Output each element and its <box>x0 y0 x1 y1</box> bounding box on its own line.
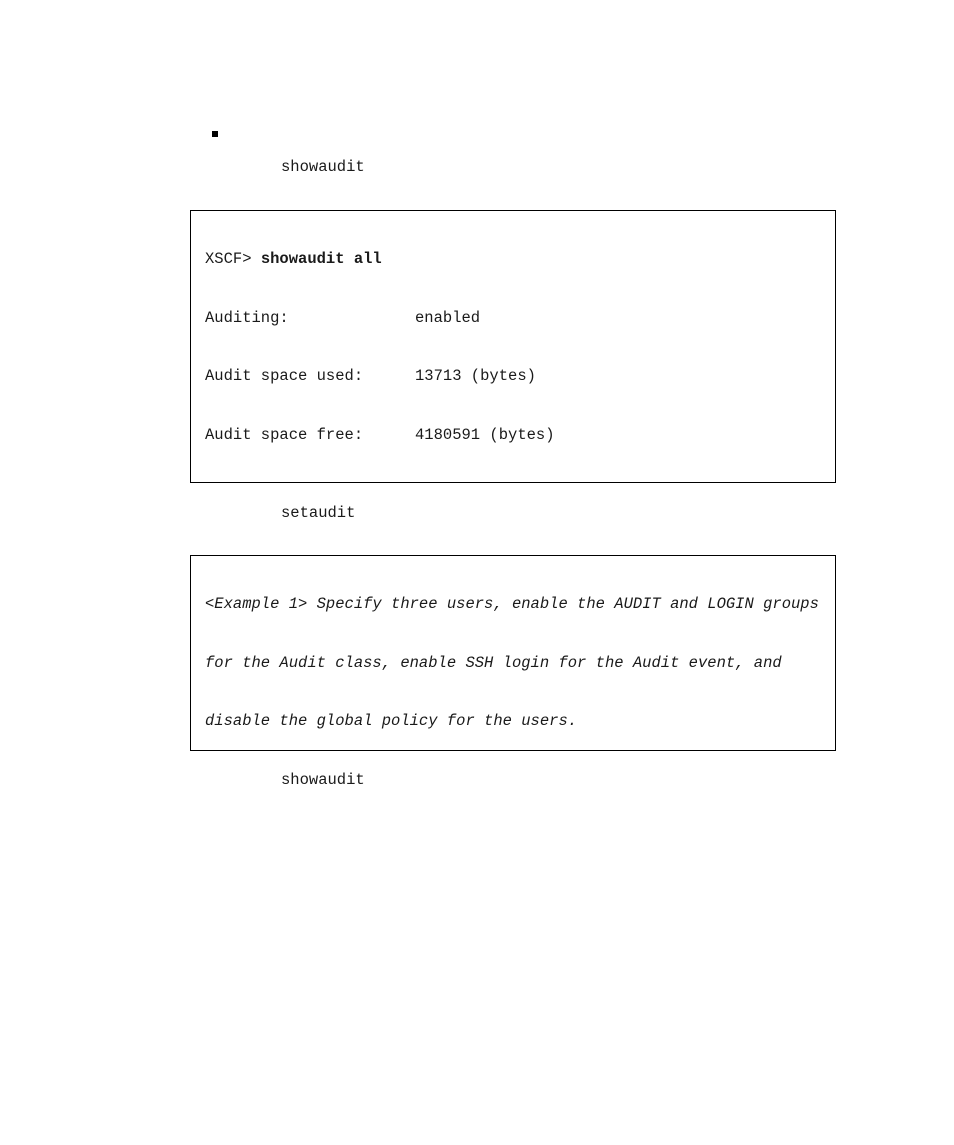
output-row: Audit space used: 13713 (bytes) <box>205 367 536 385</box>
command-reference-showaudit-2: showaudit <box>281 771 365 789</box>
prompt-line <box>205 250 835 270</box>
output-row: Auditing: enabled <box>205 308 481 327</box>
command-reference-showaudit: showaudit <box>281 158 365 176</box>
example-comment: for the Audit class, enable SSH login for the Audit event, and <box>205 653 782 672</box>
prompt: XSCF> <box>205 250 261 268</box>
example-comment: <Example 1> Specify three users, enable the AUDIT and LOGIN groups <box>205 595 819 613</box>
command: showaudit all <box>260 250 382 268</box>
setaudit-example-box <box>190 555 836 751</box>
example-comment: disable the global policy for the users. <box>205 712 578 730</box>
list-bullet <box>212 131 218 137</box>
showaudit-output-box <box>190 210 836 483</box>
command-reference-setaudit: setaudit <box>281 504 356 522</box>
output-row: Audit space free: 4180591 (bytes) <box>205 425 555 444</box>
